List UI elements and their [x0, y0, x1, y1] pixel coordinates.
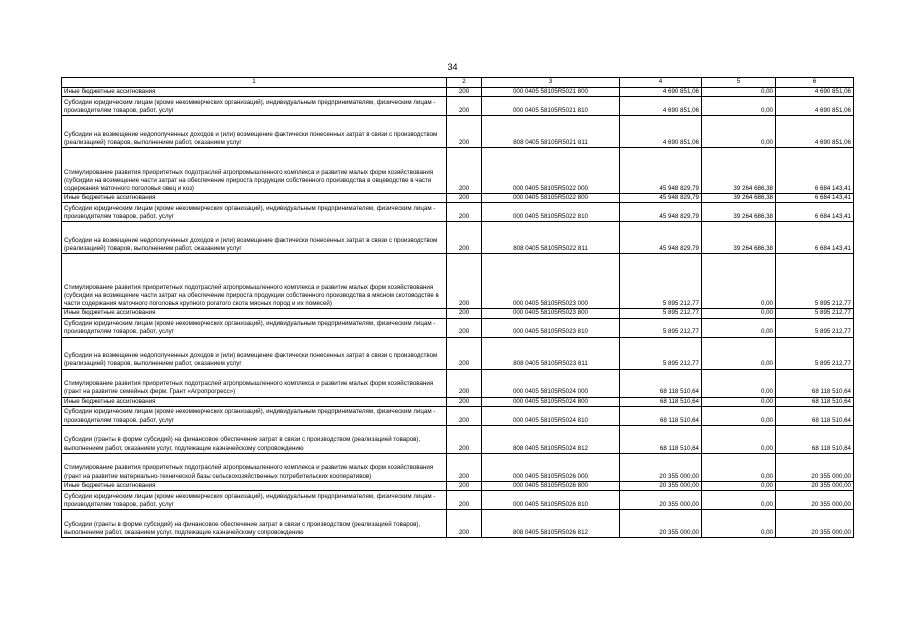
row-value-col6: 4 690 851,06	[776, 116, 854, 148]
table-row	[62, 425, 854, 453]
row-value-col5: 39 264 686,38	[702, 222, 776, 254]
row-name: Иные бюджетные ассигнования	[62, 88, 447, 97]
row-name: Иные бюджетные ассигнования	[62, 309, 447, 318]
row-line-code: 200	[447, 425, 482, 453]
row-classification-code: 808 0405 58105R5023 811	[482, 337, 620, 369]
row-value-col5: 0,00	[702, 510, 776, 538]
header-col-1: 1	[62, 78, 447, 88]
row-classification-code: 000 0405 58105R5021 810	[482, 97, 620, 116]
row-value-col4: 45 948 829,79	[620, 222, 702, 254]
row-value-col6: 68 118 510,64	[776, 369, 854, 397]
table-row	[62, 97, 854, 116]
row-name: Субсидии на возмещение недополученных доходов и (или) возмещение фактически понесенных затрат в связи с производством (реализацией) товаров, выполнением работ, оказанием услуг	[62, 116, 447, 148]
row-line-code: 200	[447, 337, 482, 369]
row-value-col4: 45 948 829,79	[620, 194, 702, 203]
header-col-6: 6	[776, 78, 854, 88]
table-row	[62, 453, 854, 481]
row-name: Субсидии (гранты в форме субсидий) на финансовое обеспечение затрат в связи с производством (реализацией товаров), выполнением работ, оказанием услуг, подлежащие казначейскому сопровождению	[62, 425, 447, 453]
row-line-code: 200	[447, 453, 482, 481]
row-line-code: 200	[447, 203, 482, 222]
row-value-col5: 0,00	[702, 369, 776, 397]
row-value-col5: 0,00	[702, 406, 776, 425]
budget-table	[61, 77, 854, 538]
row-name: Субсидии на возмещение недополученных доходов и (или) возмещение фактически понесенных затрат в связи с производством (реализацией) товаров, выполнением работ, оказанием услуг	[62, 337, 447, 369]
row-value-col5: 0,00	[702, 88, 776, 97]
row-value-col6: 20 355 000,00	[776, 491, 854, 510]
row-value-col4: 4 690 851,06	[620, 88, 702, 97]
table-row	[62, 203, 854, 222]
row-line-code: 200	[447, 254, 482, 309]
row-name: Иные бюджетные ассигнования	[62, 194, 447, 203]
header-row	[62, 78, 854, 88]
table-row	[62, 369, 854, 397]
row-classification-code: 000 0405 58105R5023 800	[482, 309, 620, 318]
row-value-col4: 4 690 851,06	[620, 116, 702, 148]
table-row	[62, 397, 854, 406]
row-name: Субсидии юридическим лицам (кроме некоммерческих организаций), индивидуальным предпринимателям, физическим лицам - производителям товаров, работ, услуг	[62, 97, 447, 116]
row-value-col4: 20 355 000,00	[620, 453, 702, 481]
row-classification-code: 000 0405 58105R5023 000	[482, 254, 620, 309]
row-value-col4: 5 895 212,77	[620, 337, 702, 369]
row-value-col4: 45 948 829,79	[620, 203, 702, 222]
row-value-col6: 5 895 212,77	[776, 309, 854, 318]
row-value-col4: 20 355 000,00	[620, 491, 702, 510]
row-value-col4: 20 355 000,00	[620, 481, 702, 490]
row-value-col5: 0,00	[702, 337, 776, 369]
row-value-col6: 4 690 851,06	[776, 97, 854, 116]
row-line-code: 200	[447, 116, 482, 148]
row-value-col4: 4 690 851,06	[620, 97, 702, 116]
row-name: Субсидии юридическим лицам (кроме некоммерческих организаций), индивидуальным предпринимателям, физическим лицам - производителям товаров, работ, услуг	[62, 203, 447, 222]
table-row	[62, 148, 854, 194]
row-line-code: 200	[447, 97, 482, 116]
row-value-col6: 5 895 212,77	[776, 337, 854, 369]
row-classification-code: 808 0405 58105R5024 812	[482, 425, 620, 453]
row-value-col6: 20 355 000,00	[776, 510, 854, 538]
row-name: Иные бюджетные ассигнования	[62, 481, 447, 490]
row-value-col6: 68 118 510,64	[776, 397, 854, 406]
row-line-code: 200	[447, 309, 482, 318]
row-value-col6: 68 118 510,64	[776, 406, 854, 425]
row-classification-code: 000 0405 58105R5021 800	[482, 88, 620, 97]
row-value-col4: 68 118 510,64	[620, 425, 702, 453]
table-row	[62, 309, 854, 318]
row-name: Стимулирование развития приоритетных подотраслей агропромышленного комплекса и развитие малых форм хозяйствования (субсидии на возмещение части затрат на обеспечение прироста продукции собственного производства в овцеводстве в части содержания маточного поголовья овец и коз)	[62, 148, 447, 194]
row-value-col5: 0,00	[702, 309, 776, 318]
row-classification-code: 000 0405 58105R5022 800	[482, 194, 620, 203]
row-name: Стимулирование развития приоритетных подотраслей агропромышленного комплекса и развитие малых форм хозяйствования (грант на развитие семейных ферм. Грант «Агропрогресс»)	[62, 369, 447, 397]
row-classification-code: 808 0405 58105R5026 812	[482, 510, 620, 538]
table-row	[62, 116, 854, 148]
row-line-code: 200	[447, 491, 482, 510]
row-name: Субсидии юридическим лицам (кроме некоммерческих организаций), индивидуальным предпринимателям, физическим лицам - производителям товаров, работ, услуг	[62, 318, 447, 337]
row-value-col6: 6 684 143,41	[776, 203, 854, 222]
row-line-code: 200	[447, 222, 482, 254]
row-value-col4: 68 118 510,64	[620, 406, 702, 425]
row-line-code: 200	[447, 397, 482, 406]
row-value-col6: 6 684 143,41	[776, 148, 854, 194]
table-row	[62, 194, 854, 203]
table-row	[62, 491, 854, 510]
row-value-col5: 0,00	[702, 254, 776, 309]
table-row	[62, 318, 854, 337]
row-line-code: 200	[447, 88, 482, 97]
row-value-col5: 0,00	[702, 97, 776, 116]
row-classification-code: 000 0405 58105R5026 800	[482, 481, 620, 490]
row-value-col5: 0,00	[702, 425, 776, 453]
row-value-col4: 68 118 510,64	[620, 369, 702, 397]
table-row	[62, 510, 854, 538]
row-value-col4: 20 355 000,00	[620, 510, 702, 538]
row-value-col5: 0,00	[702, 481, 776, 490]
row-value-col5: 39 264 686,38	[702, 148, 776, 194]
row-name: Субсидии юридическим лицам (кроме некоммерческих организаций), индивидуальным предпринимателям, физическим лицам - производителям товаров, работ, услуг	[62, 406, 447, 425]
row-classification-code: 000 0405 58105R5024 000	[482, 369, 620, 397]
row-value-col4: 5 895 212,77	[620, 318, 702, 337]
row-value-col6: 5 895 212,77	[776, 254, 854, 309]
table-row	[62, 481, 854, 490]
page-number: 34	[447, 62, 458, 72]
table-row	[62, 222, 854, 254]
row-value-col5: 0,00	[702, 397, 776, 406]
row-value-col6: 20 355 000,00	[776, 481, 854, 490]
row-classification-code: 000 0405 58105R5022 000	[482, 148, 620, 194]
row-value-col5: 0,00	[702, 116, 776, 148]
row-line-code: 200	[447, 481, 482, 490]
row-value-col6: 68 118 510,64	[776, 425, 854, 453]
row-name: Субсидии на возмещение недополученных доходов и (или) возмещение фактически понесенных затрат в связи с производством (реализацией) товаров, выполнением работ, оказанием услуг	[62, 222, 447, 254]
row-classification-code: 000 0405 58105R5026 000	[482, 453, 620, 481]
header-col-5: 5	[702, 78, 776, 88]
row-name: Иные бюджетные ассигнования	[62, 397, 447, 406]
row-value-col6: 6 684 143,41	[776, 194, 854, 203]
row-value-col4: 68 118 510,64	[620, 397, 702, 406]
row-value-col6: 5 895 212,77	[776, 318, 854, 337]
row-value-col6: 6 684 143,41	[776, 222, 854, 254]
row-value-col4: 5 895 212,77	[620, 309, 702, 318]
row-classification-code: 808 0405 58105R5022 811	[482, 222, 620, 254]
row-classification-code: 000 0405 58105R5024 810	[482, 406, 620, 425]
header-col-4: 4	[620, 78, 702, 88]
row-value-col4: 45 948 829,79	[620, 148, 702, 194]
table-row	[62, 88, 854, 97]
row-name: Субсидии (гранты в форме субсидий) на финансовое обеспечение затрат в связи с производством (реализацией товаров), выполнением работ, оказанием услуг, подлежащие казначейскому сопровождению	[62, 510, 447, 538]
table-row	[62, 254, 854, 309]
table-row	[62, 337, 854, 369]
row-classification-code: 000 0405 58105R5023 810	[482, 318, 620, 337]
row-value-col5: 0,00	[702, 453, 776, 481]
row-classification-code: 000 0405 58105R5024 800	[482, 397, 620, 406]
row-value-col6: 4 690 851,06	[776, 88, 854, 97]
row-value-col5: 39 264 686,38	[702, 203, 776, 222]
row-classification-code: 000 0405 58105R5022 810	[482, 203, 620, 222]
header-col-2: 2	[447, 78, 482, 88]
row-value-col6: 20 355 000,00	[776, 453, 854, 481]
row-line-code: 200	[447, 369, 482, 397]
row-line-code: 200	[447, 510, 482, 538]
row-name: Стимулирование развития приоритетных подотраслей агропромышленного комплекса и развитие малых форм хозяйствования (субсидии на возмещение части затрат на обеспечение прироста продукции собственного производства в мясном скотоводстве в части содержания маточного поголовья крупного рогатого скота мясных пород и их помесей)	[62, 254, 447, 309]
row-classification-code: 808 0405 58105R5021 811	[482, 116, 620, 148]
row-name: Стимулирование развития приоритетных подотраслей агропромышленного комплекса и развитие малых форм хозяйствования (грант на развитие материально-технической базы сельскохозяйственных потребительских кооперативов)	[62, 453, 447, 481]
row-name: Субсидии юридическим лицам (кроме некоммерческих организаций), индивидуальным предпринимателям, физическим лицам - производителям товаров, работ, услуг	[62, 491, 447, 510]
table-row	[62, 406, 854, 425]
row-value-col5: 0,00	[702, 491, 776, 510]
row-line-code: 200	[447, 318, 482, 337]
row-value-col5: 39 264 686,38	[702, 194, 776, 203]
row-line-code: 200	[447, 148, 482, 194]
row-line-code: 200	[447, 406, 482, 425]
header-col-3: 3	[482, 78, 620, 88]
row-classification-code: 000 0405 58105R5026 810	[482, 491, 620, 510]
row-value-col5: 0,00	[702, 318, 776, 337]
row-value-col4: 5 895 212,77	[620, 254, 702, 309]
row-line-code: 200	[447, 194, 482, 203]
